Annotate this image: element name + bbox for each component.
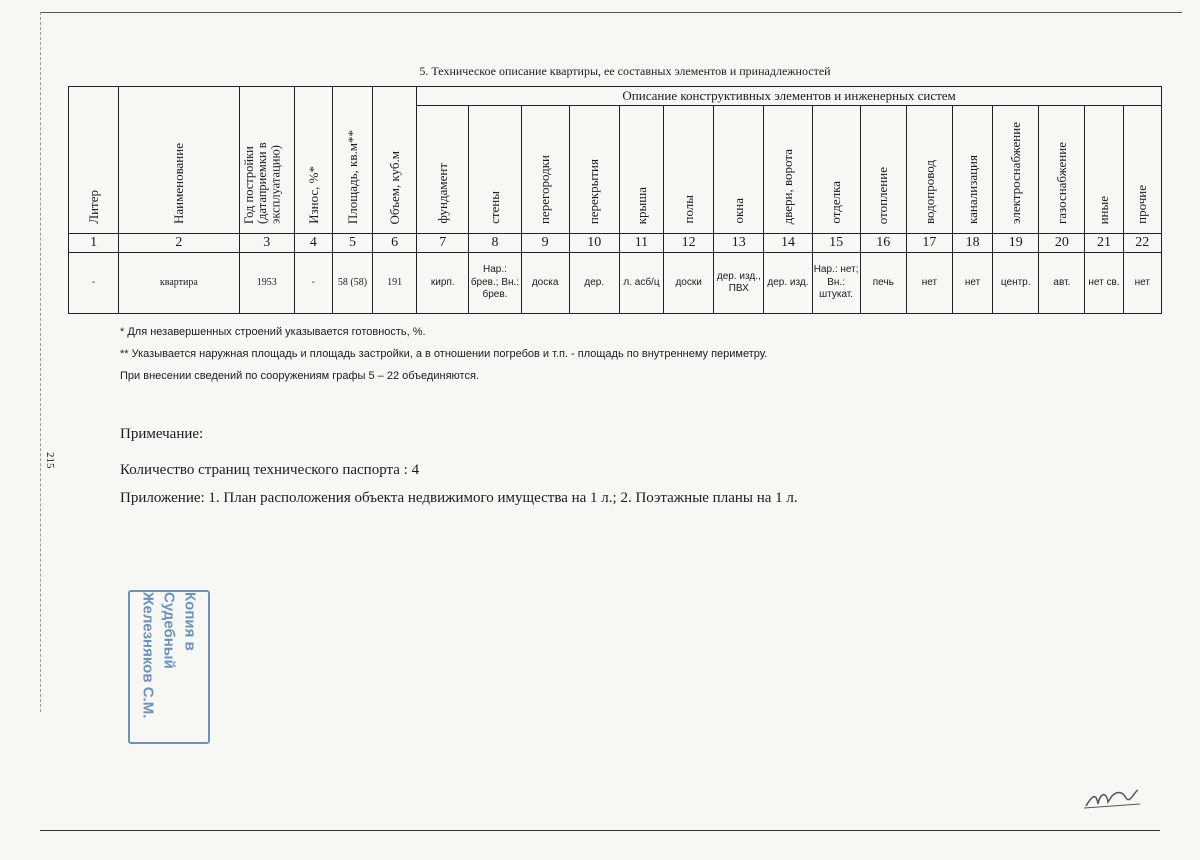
cell-doors: дер. изд.	[764, 253, 812, 314]
column-number: 7	[417, 234, 469, 253]
header-foundation	[417, 106, 469, 234]
cell-walls: Нар.: брев.; Вн.: брев.	[469, 253, 521, 314]
attachment-line: Приложение: 1. План расположения объекта недвижимого имущества на 1 л.; 2. Поэтажные планы на 1 л.	[120, 490, 798, 506]
cell-foundation: кирп.	[417, 253, 469, 314]
header-name	[119, 87, 239, 234]
table-row	[69, 253, 1162, 314]
header-windows	[714, 106, 764, 234]
header-walls	[469, 106, 521, 234]
stamp-line: Копия в	[181, 592, 199, 651]
header-floors	[664, 106, 714, 234]
cell-water: нет	[906, 253, 952, 314]
header-label: отделка	[828, 181, 844, 224]
column-number: 3	[239, 234, 294, 253]
header-label: отопление	[875, 166, 891, 224]
group-header: Описание конструктивных элементов и инженерных систем	[417, 87, 1162, 106]
cell-name: квартира	[119, 253, 239, 314]
header-label: окна	[730, 198, 746, 224]
column-number: 9	[521, 234, 569, 253]
column-number: 8	[469, 234, 521, 253]
header-label: иные	[1096, 195, 1112, 224]
header-slabs	[569, 106, 619, 234]
column-number: 20	[1039, 234, 1085, 253]
column-number: 19	[993, 234, 1039, 253]
cell-liter: -	[69, 253, 119, 314]
note-label: Примечание:	[120, 426, 204, 442]
handwritten-signature	[1082, 786, 1142, 812]
header-area	[332, 87, 372, 234]
column-number: 1	[69, 234, 119, 253]
header-heating	[860, 106, 906, 234]
header-water	[906, 106, 952, 234]
footnote-2: ** Указывается наружная площадь и площадь застройки, а в отношении погребов и т.п. - площадь по внутреннему периметру.	[120, 348, 768, 360]
header-label: перегородки	[537, 154, 553, 224]
footnote-1: * Для незавершенных строений указывается готовность, %.	[120, 326, 426, 338]
header-doors	[764, 106, 812, 234]
cell-partitions: доска	[521, 253, 569, 314]
header-label: стены	[487, 191, 503, 224]
column-number: 4	[294, 234, 332, 253]
header-partitions	[521, 106, 569, 234]
header-label: Литер	[85, 190, 101, 224]
left-margin-line	[40, 12, 41, 712]
column-number: 14	[764, 234, 812, 253]
header-electricity	[993, 106, 1039, 234]
header-volume	[373, 87, 417, 234]
header-label: полы	[680, 195, 696, 224]
bottom-border-line	[40, 830, 1160, 831]
header-label: фундамент	[434, 163, 450, 224]
header-label: водопровод	[921, 159, 937, 224]
header-other1	[1085, 106, 1123, 234]
top-border-line	[40, 12, 1182, 13]
column-number: 5	[332, 234, 372, 253]
column-number: 2	[119, 234, 239, 253]
cell-windows: дер. изд., ПВХ	[714, 253, 764, 314]
header-label: газоснабжение	[1054, 141, 1070, 224]
column-number: 16	[860, 234, 906, 253]
header-label: перекрытия	[586, 158, 602, 224]
cell-sewer: нет	[953, 253, 993, 314]
column-number: 21	[1085, 234, 1123, 253]
cell-wear: -	[294, 253, 332, 314]
header-label: электроснабжение	[1007, 122, 1023, 224]
column-number-row	[69, 234, 1162, 253]
header-wear	[294, 87, 332, 234]
column-number: 10	[569, 234, 619, 253]
cell-electricity: центр.	[993, 253, 1039, 314]
column-number: 17	[906, 234, 952, 253]
column-number: 22	[1123, 234, 1161, 253]
header-other2	[1123, 106, 1161, 234]
header-roof	[619, 106, 663, 234]
header-year	[239, 87, 294, 234]
stamp-line: Железняков С.М.	[139, 592, 157, 719]
header-label: крыша	[633, 186, 649, 224]
cell-other2: нет	[1123, 253, 1161, 314]
technical-description-table	[68, 86, 1162, 314]
cell-heating: печь	[860, 253, 906, 314]
header-liter	[69, 87, 119, 234]
column-number: 6	[373, 234, 417, 253]
cell-other1: нет св.	[1085, 253, 1123, 314]
header-label: двери, ворота	[780, 148, 796, 224]
column-number: 13	[714, 234, 764, 253]
cell-volume: 191	[373, 253, 417, 314]
cell-gas: авт.	[1039, 253, 1085, 314]
column-number: 18	[953, 234, 993, 253]
cell-finish: Нар.: нет; Вн.: штукат.	[812, 253, 860, 314]
header-label: Износ, %*	[305, 166, 321, 224]
header-label: Объем, куб.м	[386, 150, 402, 224]
header-label: прочие	[1134, 185, 1150, 224]
cell-year: 1953	[239, 253, 294, 314]
header-finish	[812, 106, 860, 234]
column-number: 15	[812, 234, 860, 253]
header-label: канализация	[964, 155, 980, 224]
header-gas	[1039, 106, 1085, 234]
column-number: 12	[664, 234, 714, 253]
copy-stamp	[128, 590, 210, 744]
header-label: Площадь, кв.м**	[344, 129, 360, 224]
header-label: Наименование	[171, 143, 187, 224]
header-sewer	[953, 106, 993, 234]
cell-area: 58 (58)	[332, 253, 372, 314]
footnote-3: При внесении сведений по сооружениям графы 5 – 22 объединяются.	[120, 370, 479, 382]
column-number: 11	[619, 234, 663, 253]
page-number: 215	[44, 452, 56, 469]
stamp-line: Судебный	[160, 592, 178, 669]
cell-roof: л. асб/ц	[619, 253, 663, 314]
cell-slabs: дер.	[569, 253, 619, 314]
table-title: 5. Техническое описание квартиры, ее составных элементов и принадлежностей	[419, 64, 831, 78]
header-label: Год постройки (датаприемки в эксплуатацию)	[241, 142, 282, 224]
cell-floors: доски	[664, 253, 714, 314]
pages-count-line: Количество страниц технического паспорта : 4	[120, 462, 420, 478]
